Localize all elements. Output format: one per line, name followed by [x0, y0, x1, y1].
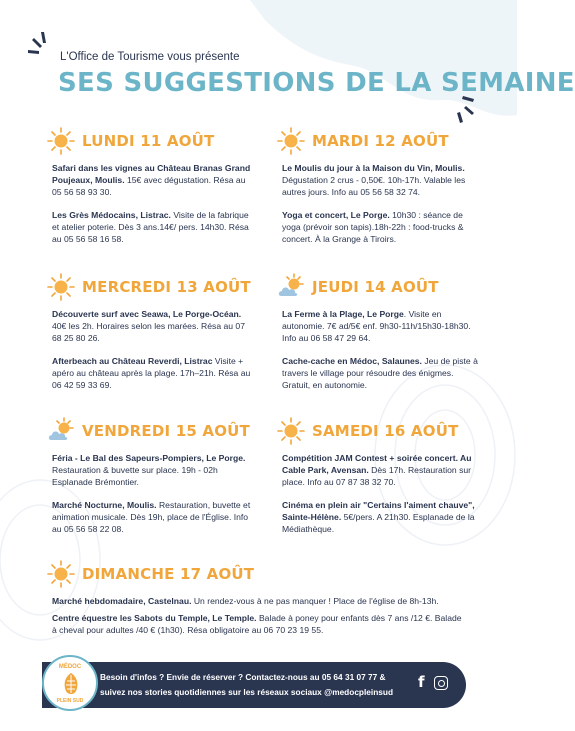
- event-item: Afterbeach au Château Reverdi, Listrac Visite + apéro au château après la plage. 17h–21h. Résa au 06 42 59 33 69.: [52, 356, 251, 390]
- event-item: Le Moulis du jour à la Maison du Vin, Moulis. Dégustation 2 crus - 0,50€. 10h-17h. Valable les autres jours. Info au 05 56 58 32 74.: [282, 163, 466, 197]
- day-title: DIMANCHE 17 AOÛT: [82, 565, 255, 583]
- pinecone-icon: [61, 672, 81, 696]
- footer-text: [100, 670, 393, 700]
- day-title: VENDREDI 15 AOÛT: [82, 422, 250, 440]
- sun-icon: [276, 126, 306, 156]
- logo-text-bottom: PLEIN SUD: [56, 698, 84, 704]
- event-item: Centre équestre les Sabots du Temple, Le Temple. Balade à poney pour enfants dès 7 ans /12 €. Balade à cheval pour adultes /40 € (1h30). Résa obligatoire au 06 70 23 19 55.: [52, 613, 462, 635]
- event-item: Cinéma en plein air "Certains l'aiment chauve", Sainte-Hélène. 5€/pers. A 21h30. Esplanade de la Médiathèque.: [282, 500, 475, 534]
- sun-icon: [276, 416, 306, 446]
- event-item: Marché Nocturne, Moulis. Restauration, buvette et animation musicale. Dès 19h, place de l'Église. Info au 05 56 58 22 08.: [52, 500, 251, 534]
- day-block-thursday: [282, 276, 482, 402]
- event-item: Les Grès Médocains, Listrac. Visite de la fabrique et atelier poterie. Dès 3 ans.14€/ pers. 14h30. Résa au 05 56 58 16 58.: [52, 210, 249, 244]
- day-title: JEUDI 14 AOÛT: [312, 278, 439, 296]
- footer-line-1: Besoin d'infos ? Envie de réserver ? Contactez-nous au 05 64 31 07 77 &: [100, 672, 386, 682]
- footer-banner: [42, 662, 466, 708]
- sun-icon: [46, 559, 76, 589]
- event-item: Compétition JAM Contest + soirée concert. Au Cable Park, Avensan. Dès 17h. Restauration sur place. Info au 07 87 38 32 70.: [282, 453, 472, 487]
- day-title: LUNDI 11 AOÛT: [82, 132, 215, 150]
- instagram-icon[interactable]: [434, 676, 448, 690]
- cloud-sun-icon: [46, 416, 76, 446]
- page-title: SES SUGGESTIONS DE LA SEMAINE: [58, 68, 575, 98]
- medoc-plein-sud-logo: [42, 655, 98, 711]
- day-block-wednesday: [52, 276, 252, 402]
- sun-icon: [46, 272, 76, 302]
- event-item: Cache-cache en Médoc, Salaunes. Jeu de piste à travers le village pour résoudre des énigmes. Gratuit, en autonomie.: [282, 356, 478, 390]
- day-block-sunday: [52, 563, 462, 641]
- day-block-friday: [52, 420, 252, 546]
- event-item: Safari dans les vignes au Château Branas Grand Poujeaux, Moulis. 15€ avec dégustation. Résa au 05 56 58 93 30.: [52, 163, 251, 197]
- day-title: SAMEDI 16 AOÛT: [312, 422, 459, 440]
- day-block-tuesday: [282, 130, 482, 256]
- intro-text: L'Office de Tourisme vous présente: [60, 51, 240, 63]
- event-item: Féria - Le Bal des Sapeurs-Pompiers, Le Porge. Restauration & buvette sur place. 19h - 02h Esplanade Brémontier.: [52, 453, 246, 487]
- day-title: MERCREDI 13 AOÛT: [82, 278, 251, 296]
- event-item: Découverte surf avec Seawa, Le Porge-Océan. 40€ les 2h. Horaires selon les marées. Résa au 07 68 25 80 26.: [52, 309, 245, 343]
- event-item: Yoga et concert, Le Porge. 10h30 : séance de yoga (prévoir son tapis).18h-22h : food-trucks & concert. À la Grange à Tiroirs.: [282, 210, 464, 244]
- day-block-saturday: [282, 420, 482, 546]
- cloud-sun-icon: [276, 272, 306, 302]
- facebook-icon[interactable]: f: [418, 673, 425, 691]
- day-block-monday: [52, 130, 252, 256]
- logo-text-top: MÉDOC: [58, 664, 82, 670]
- sun-icon: [46, 126, 76, 156]
- event-item: La Ferme à la Plage, Le Porge. Visite en autonomie. 7€ ad/5€ enf. 9h30-11h/15h30-18h30. Info au 06 58 47 29 64.: [282, 309, 471, 343]
- day-title: MARDI 12 AOÛT: [312, 132, 449, 150]
- footer-line-2: suivez nos stories quotidiennes sur les réseaux sociaux @medocpleinsud: [100, 687, 394, 697]
- event-item: Marché hebdomadaire, Castelnau. Un rendez-vous à ne pas manquer ! Place de l'église de 8h-13h.: [52, 596, 439, 606]
